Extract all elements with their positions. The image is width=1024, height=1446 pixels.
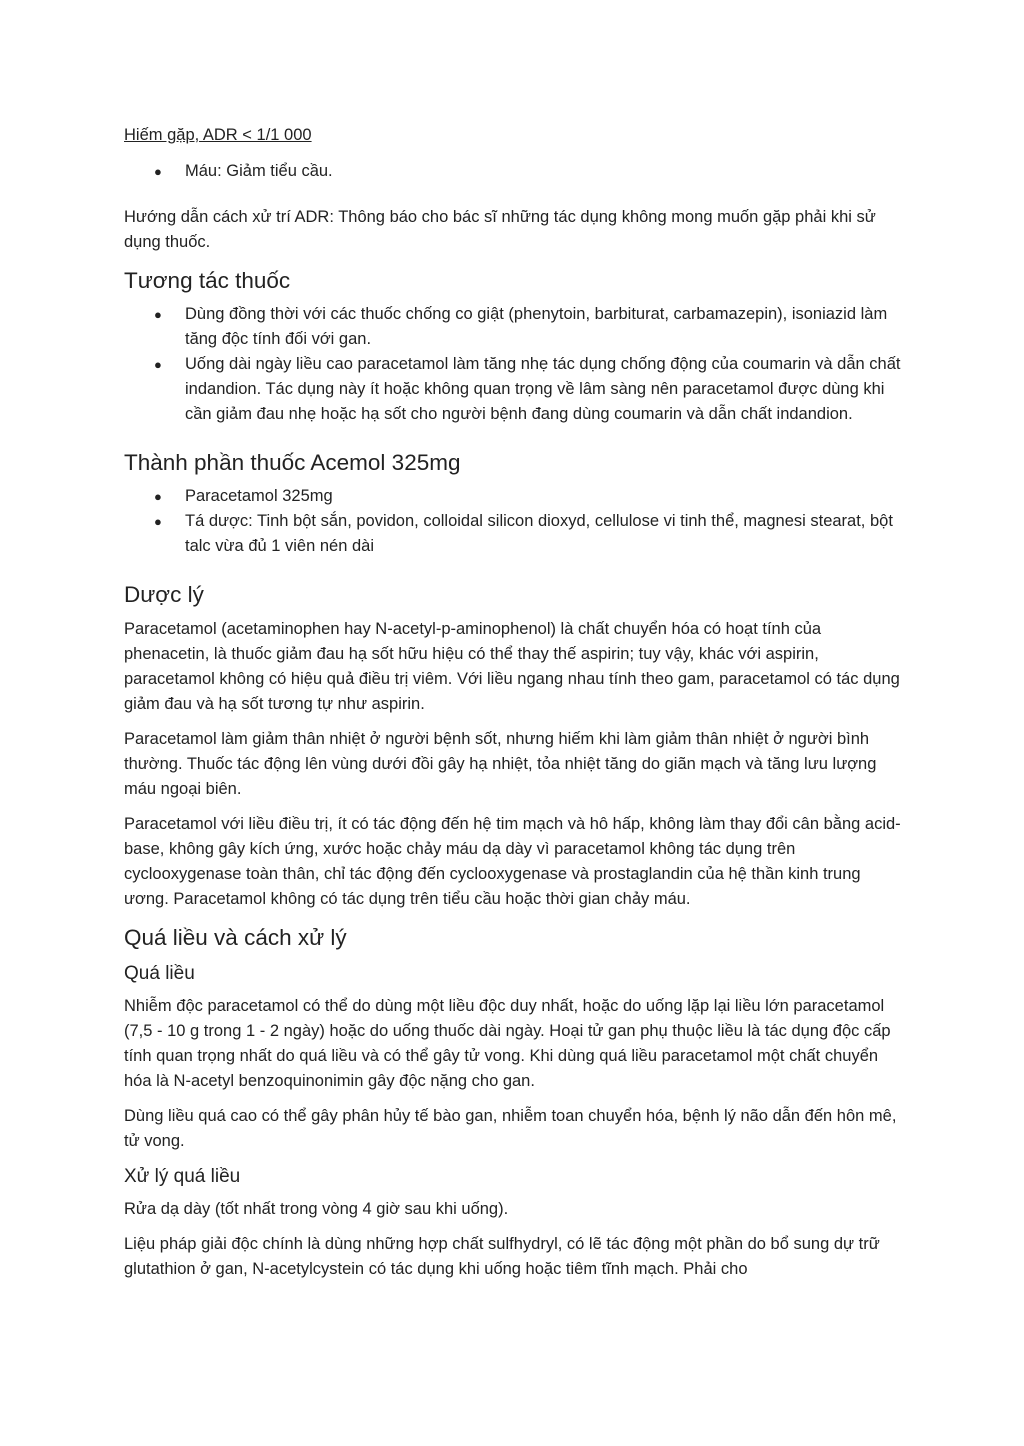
list-item: ● Paracetamol 325mg [124, 484, 904, 509]
paragraph: Paracetamol với liều điều trị, ít có tác động đến hệ tim mạch và hô hấp, không làm thay đổi cân bằng acid-base, không gây kích ứng, xước hoặc chảy máu dạ dày vì paracetamol không tác dụng trên cyclooxygenase toàn thân, chỉ tác động đến cyclooxygenase và prostaglandin của hệ thần kinh trung ương. Paracetamol không có tác dụng trên tiểu cầu hoặc thời gian chảy máu. [124, 815, 901, 908]
list-item: ● Dùng đồng thời với các thuốc chống co giật (phenytoin, barbiturat, carbamazepin), isoniazid làm tăng độc tính đối với gan. [124, 302, 904, 352]
section-title-overdose: Quá liều và cách xử lý [124, 925, 347, 950]
paragraph: Rửa dạ dày (tốt nhất trong vòng 4 giờ sau khi uống). [124, 1200, 509, 1218]
paragraph: Dùng liều quá cao có thể gây phân hủy tế bào gan, nhiễm toan chuyển hóa, bệnh lý não dẫn đến hôn mê, tử vong. [124, 1107, 897, 1150]
section-title-interactions: Tương tác thuốc [124, 268, 291, 293]
composition-list [124, 484, 904, 559]
paragraph: Paracetamol (acetaminophen hay N-acetyl-p-aminophenol) là chất chuyển hóa có hoạt tính của phenacetin, là thuốc giảm đau hạ sốt hữu hiệu có thể thay thế aspirin; tuy vậy, khác với aspirin, paracetamol không có hiệu quả điều trị viêm. Với liều ngang nhau tính theo gam, paracetamol có tác dụng giảm đau và hạ sốt tương tự như aspirin. [124, 620, 900, 713]
document-page [124, 121, 904, 1282]
interactions-list [124, 302, 904, 427]
rare-adr-subheading: Hiếm gặp, ADR < 1/1 000 [124, 126, 312, 144]
subsection-title-overdose-treatment: Xử lý quá liều [124, 1166, 241, 1187]
rare-adr-list [124, 159, 904, 184]
paragraph: Liệu pháp giải độc chính là dùng những hợp chất sulfhydryl, có lẽ tác động một phần do bổ sung dự trữ glutathion ở gan, N-acetylcystein có tác dụng khi uống hoặc tiêm tĩnh mạch. Phải cho [124, 1235, 880, 1278]
paragraph: Paracetamol làm giảm thân nhiệt ở người bệnh sốt, nhưng hiếm khi làm giảm thân nhiệt ở người bình thường. Thuốc tác động lên vùng dưới đồi gây hạ nhiệt, tỏa nhiệt tăng do giãn mạch và tăng lưu lượng máu ngoại biên. [124, 730, 877, 798]
paragraph: Nhiễm độc paracetamol có thể do dùng một liều độc duy nhất, hoặc do uống lặp lại liều lớn paracetamol (7,5 - 10 g trong 1 - 2 ngày) hoặc do uống thuốc dài ngày. Hoại tử gan phụ thuộc liều là tác dụng độc cấp tính quan trọng nhất do quá liều và có thể gây tử vong. Khi dùng quá liều paracetamol một chất chuyển hóa là N-acetyl benzoquinonimin gây độc nặng cho gan. [124, 997, 891, 1090]
adr-guidance-text: Hướng dẫn cách xử trí ADR: Thông báo cho bác sĩ những tác dụng không mong muốn gặp phải khi sử dụng thuốc. [124, 208, 876, 251]
subsection-title-overdose: Quá liều [124, 963, 195, 984]
section-title-pharmacology: Dược lý [124, 582, 204, 607]
list-item: ● Tá dược: Tinh bột sắn, povidon, colloidal silicon dioxyd, cellulose vi tinh thể, magnesi stearat, bột talc vừa đủ 1 viên nén dài [124, 509, 904, 559]
list-item: ● Máu: Giảm tiểu cầu. [124, 159, 904, 184]
section-title-composition: Thành phần thuốc Acemol 325mg [124, 450, 461, 475]
list-item: ● Uống dài ngày liều cao paracetamol làm tăng nhẹ tác dụng chống động của coumarin và dẫn chất indandion. Tác dụng này ít hoặc không quan trọng về lâm sàng nên paracetamol được dùng khi cần giảm đau nhẹ hoặc hạ sốt cho người bệnh đang dùng coumarin và dẫn chất indandion. [124, 352, 904, 427]
